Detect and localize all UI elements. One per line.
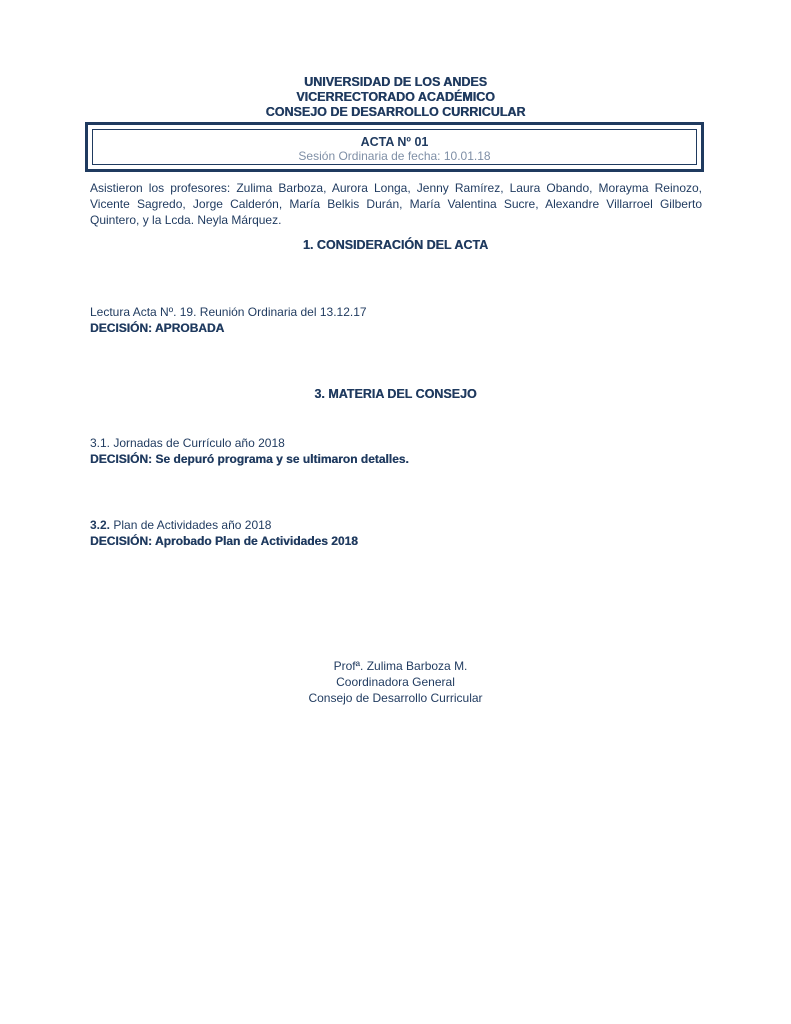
acta-title-box-inner	[92, 129, 697, 165]
attendees-paragraph: Asistieron los profesores: Zulima Barboza, Aurora Longa, Jenny Ramírez, Laura Obando, Morayma Reinozo, Vicente Sagredo, Jorge Calderón, María Belkis Durán, María Valentina Sucre, Alexandre Villarroel Gilberto Quintero, y la Lcda. Neyla Márquez.	[90, 181, 702, 227]
vice-rectorate-name: VICERRECTORADO ACADÉMICO	[296, 90, 495, 104]
section-heading-3: 3. MATERIA DEL CONSEJO	[314, 387, 477, 401]
acta-number: ACTA Nº 01	[360, 135, 429, 149]
agenda-item-3-2-decision	[90, 533, 710, 549]
agenda-item-3-2	[90, 517, 710, 549]
agenda-item-3-1	[90, 435, 710, 467]
agenda-item-1	[90, 304, 710, 336]
agenda-item-3-2-text	[90, 517, 710, 533]
agenda-item-1-text: Lectura Acta Nº. 19. Reunión Ordinaria del 13.12.17	[90, 305, 367, 319]
document-header	[0, 75, 791, 120]
agenda-item-3-2-number: 3.2.	[90, 518, 111, 532]
agenda-item-3-1-text: 3.1. Jornadas de Currículo año 2018	[90, 436, 285, 450]
signatory-organization: Consejo de Desarrollo Curricular	[308, 691, 483, 705]
council-name: CONSEJO DE DESARROLLO CURRICULAR	[265, 105, 526, 119]
section-heading-1: 1. CONSIDERACIÓN DEL ACTA	[302, 238, 489, 252]
decision-label: DECISIÓN:	[90, 534, 153, 548]
acta-title-box	[85, 122, 704, 172]
decision-text: Aprobado Plan de Actividades 2018	[152, 534, 358, 548]
signatory-name: Profª. Zulima Barboza M.	[333, 659, 468, 673]
university-name: UNIVERSIDAD DE LOS ANDES	[304, 75, 487, 89]
decision-text: Se depuró programa y se ultimaron detalles.	[152, 452, 409, 466]
decision-label: DECISIÓN:	[90, 452, 153, 466]
agenda-item-1-decision: DECISIÓN: APROBADA	[90, 321, 225, 335]
agenda-item-3-2-title: Plan de Actividades año 2018	[110, 518, 272, 532]
signature-block	[0, 658, 791, 706]
session-date: Sesión Ordinaria de fecha: 10.01.18	[298, 149, 491, 163]
signatory-role: Coordinadora General	[336, 675, 455, 689]
agenda-item-3-1-decision	[90, 451, 710, 467]
